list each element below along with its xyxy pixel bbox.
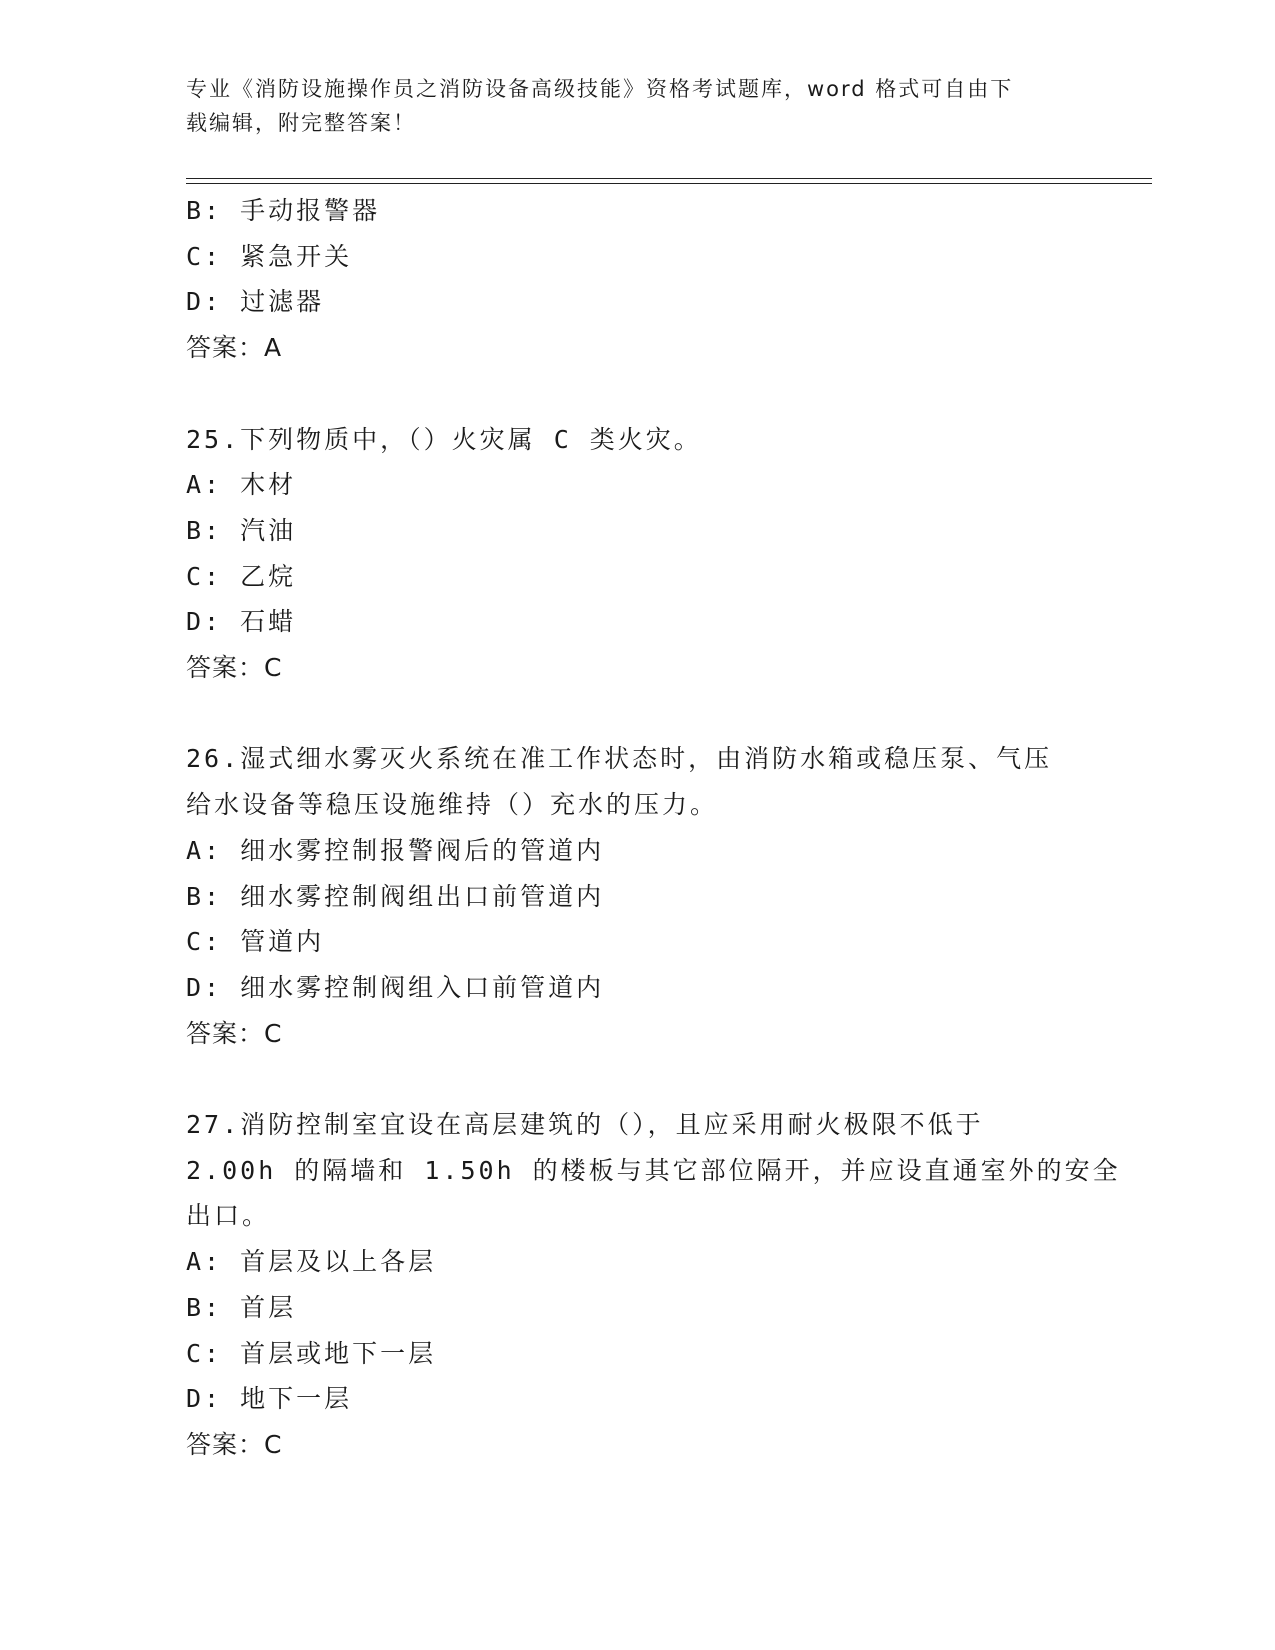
option-d: D: 地下一层 <box>186 1384 353 1414</box>
option-c: C: 乙烷 <box>186 561 297 591</box>
option-d: D: 细水雾控制阀组入口前管道内 <box>186 972 605 1002</box>
question-stem-line-1: 26.湿式细水雾灭火系统在准工作状态时，由消防水箱或稳压泵、气压 <box>186 744 1053 774</box>
option-d: D: 石蜡 <box>186 607 297 637</box>
question-stem-line-2: 2.00h 的隔墙和 1.50h 的楼板与其它部位隔开，并应设直通室外的安全 <box>186 1155 1121 1185</box>
spacer <box>186 691 1086 737</box>
document-header <box>186 72 1086 140</box>
option-b: B: 手动报警器 <box>186 196 381 225</box>
option-a: A: 首层及以上各层 <box>186 1247 437 1277</box>
header-line-1: 专业《消防设施操作员之消防设备高级技能》资格考试题库，word 格式可自由下 <box>186 77 1014 101</box>
answer: 答案：C <box>186 653 283 683</box>
option-a: A: 木材 <box>186 470 297 500</box>
option-c: C: 紧急开关 <box>186 241 353 271</box>
question-27 <box>186 1102 1121 1468</box>
option-d: D: 过滤器 <box>186 287 325 317</box>
question-26 <box>186 736 1086 1056</box>
header-line-2: 载编辑，附完整答案！ <box>186 111 416 135</box>
question-25 <box>186 417 1086 691</box>
question-stem-line-2: 给水设备等稳压设施维持（）充水的压力。 <box>186 790 719 820</box>
header-divider-top <box>186 178 1152 179</box>
option-a: A: 细水雾控制报警阀后的管道内 <box>186 835 605 865</box>
question-stem: 25.下列物质中，（）火灾属 C 类火灾。 <box>186 424 702 454</box>
spacer <box>186 1056 1086 1102</box>
answer: 答案：C <box>186 1018 283 1048</box>
question-stem-line-3: 出口。 <box>186 1201 271 1231</box>
option-b: B: 汽油 <box>186 515 297 545</box>
spacer <box>186 371 1086 417</box>
header-divider-bottom <box>186 183 1152 184</box>
option-b: B: 细水雾控制阀组出口前管道内 <box>186 881 605 911</box>
option-c: C: 首层或地下一层 <box>186 1338 437 1368</box>
answer: 答案：C <box>186 1429 283 1459</box>
question-stem-line-1: 27.消防控制室宜设在高层建筑的（），且应采用耐火极限不低于 <box>186 1110 984 1140</box>
option-b: B: 首层 <box>186 1292 297 1322</box>
option-c: C: 管道内 <box>186 927 325 957</box>
question-24-tail <box>186 188 1086 371</box>
question-list <box>186 188 1121 1468</box>
answer: 答案：A <box>186 333 283 363</box>
